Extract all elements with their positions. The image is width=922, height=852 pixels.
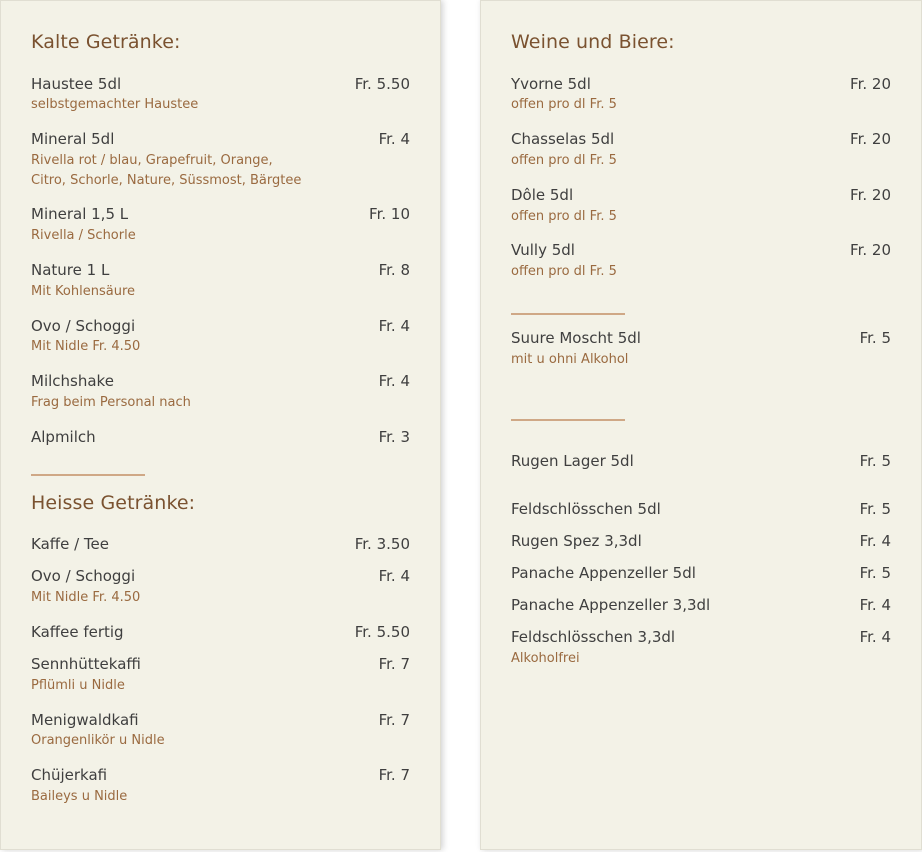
section-divider — [511, 313, 625, 315]
menu-item-name: Menigwaldkafi — [31, 711, 139, 729]
menu-item-description: Baileys u Nidle — [31, 789, 128, 804]
menu-item-price: Fr. 4 — [378, 567, 410, 585]
menu-item-name: Vully 5dl — [511, 241, 575, 259]
menu-item-name: Dôle 5dl — [511, 186, 574, 204]
menu-item-description: Orangenlikör u Nidle — [31, 733, 165, 748]
menu-item-price: Fr. 20 — [850, 75, 891, 93]
menu-item-description: Alkoholfrei — [511, 651, 580, 666]
menu-item-price: Fr. 8 — [378, 261, 410, 279]
menu-item-price: Fr. 5 — [859, 329, 891, 347]
menu-item-price: Fr. 4 — [859, 532, 891, 550]
menu-item-name: Ovo / Schoggi — [31, 317, 136, 335]
menu-item-price: Fr. 20 — [850, 241, 891, 259]
menu-item-name: Mineral 1,5 L — [31, 205, 129, 223]
section-divider — [511, 419, 625, 421]
menu-item-name: Alpmilch — [31, 428, 96, 446]
menu-item-name: Mineral 5dl — [31, 130, 115, 148]
menu-item-name: Rugen Lager 5dl — [511, 452, 634, 470]
menu-item-name: Rugen Spez 3,3dl — [511, 532, 642, 550]
section-heading-cold-drinks: Kalte Getränke: — [31, 31, 181, 53]
section-heading-hot-drinks: Heisse Getränke: — [31, 492, 196, 514]
menu-item-price: Fr. 5.50 — [354, 623, 410, 641]
menu-item-description: offen pro dl Fr. 5 — [511, 264, 617, 279]
section-heading-wine-beer: Weine und Biere: — [511, 31, 675, 53]
menu-item-description: offen pro dl Fr. 5 — [511, 97, 617, 112]
menu-item-description: Mit Nidle Fr. 4.50 — [31, 590, 141, 605]
menu-item-name: Suure Moscht 5dl — [511, 329, 641, 347]
menu-item-name: Haustee 5dl — [31, 75, 122, 93]
menu-item-price: Fr. 5 — [859, 564, 891, 582]
menu-item-price: Fr. 4 — [378, 130, 410, 148]
menu-item-description: Pflümli u Nidle — [31, 678, 125, 693]
menu-item-description: mit u ohni Alkohol — [511, 352, 629, 367]
menu-item-description: Mit Nidle Fr. 4.50 — [31, 339, 141, 354]
menu-item-description: offen pro dl Fr. 5 — [511, 153, 617, 168]
menu-item-name: Nature 1 L — [31, 261, 110, 279]
menu-item-price: Fr. 7 — [378, 655, 410, 673]
menu-card-right — [480, 0, 922, 850]
menu-item-price: Fr. 5 — [859, 500, 891, 518]
menu-item-price: Fr. 4 — [859, 628, 891, 646]
menu-item-price: Fr. 4 — [378, 372, 410, 390]
menu-item-price: Fr. 3.50 — [354, 535, 410, 553]
menu-item-description: Frag beim Personal nach — [31, 395, 191, 410]
menu-item-name: Ovo / Schoggi — [31, 567, 136, 585]
menu-item-name: Kaffe / Tee — [31, 535, 109, 553]
menu-item-price: Fr. 5.50 — [354, 75, 410, 93]
menu-card-left — [0, 0, 441, 850]
menu-item-name: Panache Appenzeller 5dl — [511, 564, 696, 582]
menu-item-price: Fr. 7 — [378, 766, 410, 784]
menu-item-description: Rivella rot / blau, Grapefruit, Orange, Citro, Schorle, Nature, Süssmost, Bärgtee — [31, 153, 302, 188]
menu-item-name: Kaffee fertig — [31, 623, 124, 641]
menu-item-name: Yvorne 5dl — [511, 75, 591, 93]
menu-item-description: Mit Kohlensäure — [31, 284, 136, 299]
menu-item-name: Feldschlösschen 3,3dl — [511, 628, 676, 646]
menu-item-description: selbstgemachter Haustee — [31, 97, 199, 112]
menu-item-price: Fr. 3 — [378, 428, 410, 446]
menu-item-name: Chüjerkafi — [31, 766, 108, 784]
menu-item-price: Fr. 7 — [378, 711, 410, 729]
menu-item-name: Milchshake — [31, 372, 114, 390]
section-divider — [31, 474, 145, 476]
menu-item-name: Sennhüttekaffi — [31, 655, 141, 673]
menu-item-price: Fr. 4 — [859, 596, 891, 614]
menu-item-price: Fr. 10 — [369, 205, 410, 223]
menu-item-description: Rivella / Schorle — [31, 228, 136, 243]
menu-item-price: Fr. 20 — [850, 186, 891, 204]
menu-item-name: Feldschlösschen 5dl — [511, 500, 661, 518]
menu-item-name: Chasselas 5dl — [511, 130, 615, 148]
menu-item-price: Fr. 5 — [859, 452, 891, 470]
menu-item-price: Fr. 20 — [850, 130, 891, 148]
menu-item-name: Panache Appenzeller 3,3dl — [511, 596, 711, 614]
menu-item-description: offen pro dl Fr. 5 — [511, 209, 617, 224]
menu-item-price: Fr. 4 — [378, 317, 410, 335]
